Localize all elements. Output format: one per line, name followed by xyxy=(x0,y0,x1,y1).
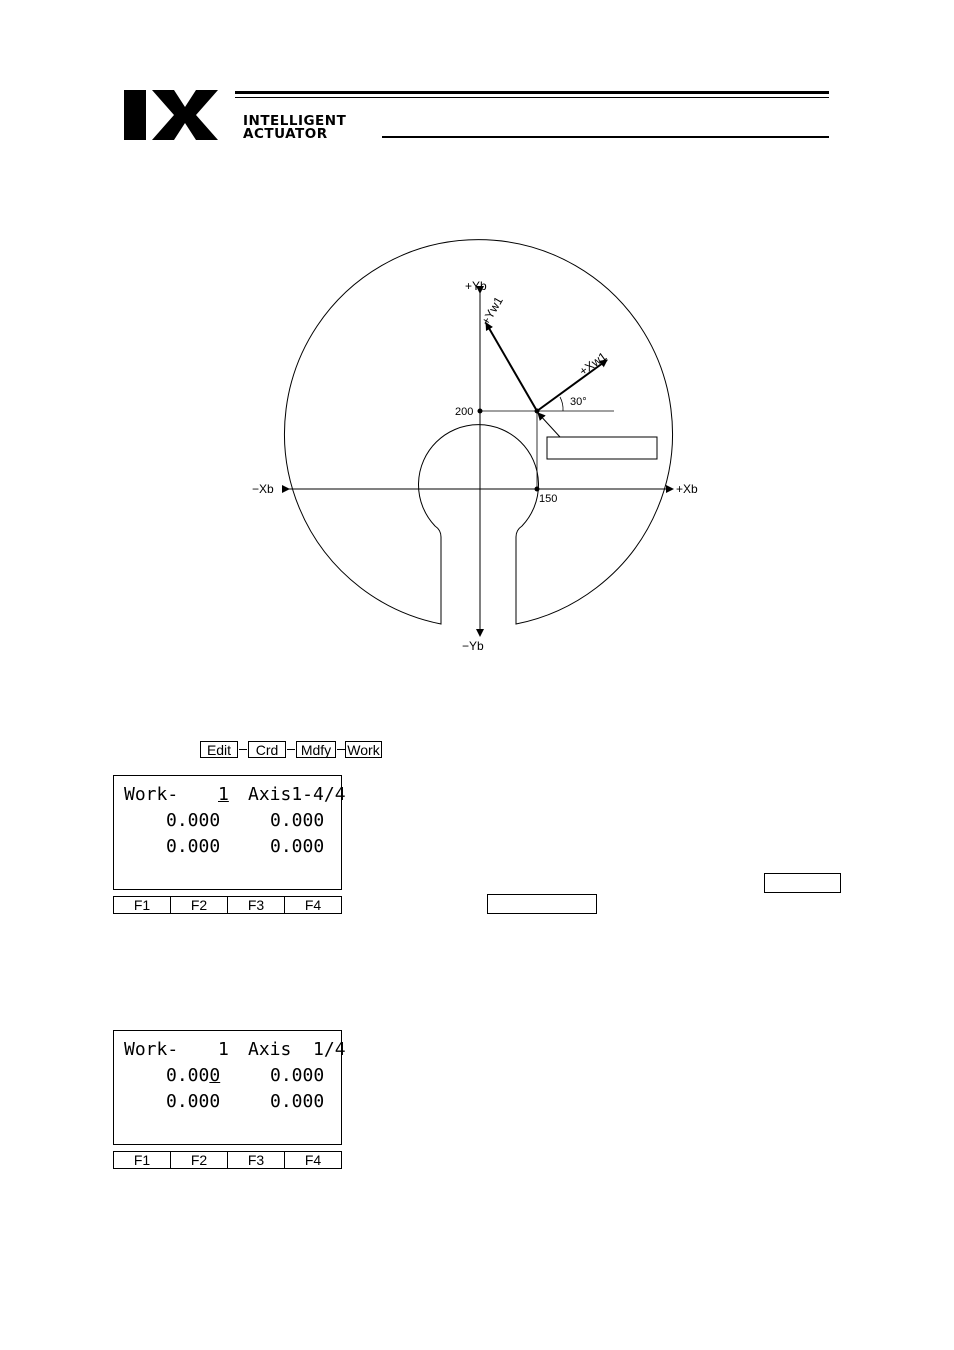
f4-key[interactable]: F4 xyxy=(304,897,322,913)
origin-leader-arrow xyxy=(538,413,560,437)
lcd-value-cell: 0.000 xyxy=(270,1091,325,1112)
lcd-value-cell: 0.000 xyxy=(166,810,221,831)
lcd-title-row xyxy=(124,784,346,805)
lcd-screen-axis-values xyxy=(113,1030,346,1145)
work-number-field[interactable]: 1 xyxy=(218,784,229,805)
function-key-bar xyxy=(113,1151,342,1169)
f2-key[interactable]: F2 xyxy=(171,897,228,913)
yw1-axis xyxy=(486,323,537,411)
f1-key[interactable]: F1 xyxy=(114,897,171,913)
key-connector xyxy=(337,749,345,750)
f4-key[interactable]: F4 xyxy=(304,1152,322,1168)
tick-200-label: 200 xyxy=(455,406,474,418)
work-key[interactable]: Work xyxy=(345,741,382,758)
y200-point xyxy=(478,409,483,414)
value-prefix: 0.00 xyxy=(166,1065,210,1086)
crd-key[interactable]: Crd xyxy=(248,741,286,758)
lcd-value-cell-active[interactable] xyxy=(166,1066,220,1086)
blank-key-box xyxy=(764,873,841,893)
minus-yb-label: −Yb xyxy=(462,639,484,653)
edit-key[interactable]: Edit xyxy=(200,741,238,758)
plus-xw1-label: +Xw1 xyxy=(576,349,610,379)
f2-key[interactable]: F2 xyxy=(171,1152,228,1168)
minus-xb-label: −Xb xyxy=(252,482,274,496)
f3-key[interactable]: F3 xyxy=(228,897,285,913)
cursor-digit[interactable]: 0 xyxy=(209,1065,221,1086)
f1-key[interactable]: F1 xyxy=(114,1152,171,1168)
blank-key-box xyxy=(487,894,597,914)
angle-label: 30° xyxy=(570,396,587,408)
lcd-title-row xyxy=(124,1039,346,1060)
origin-label-box xyxy=(547,437,657,459)
brand-name-line2: ACTUATOR xyxy=(243,126,328,142)
tick-150-label: 150 xyxy=(539,493,558,505)
axis-label: Axis 1/4 xyxy=(248,1039,346,1060)
key-connector xyxy=(239,749,247,750)
mdfy-key[interactable]: Mdfy xyxy=(296,741,336,758)
work-label: Work- xyxy=(124,784,179,805)
plus-yw1-label: +Yw1 xyxy=(478,294,506,328)
work-envelope-outline xyxy=(284,240,672,624)
work-number-value: 1 xyxy=(218,1039,229,1060)
lcd-screen-work-number xyxy=(113,775,346,890)
lcd-value-cell: 0.000 xyxy=(270,836,325,857)
angle-arc xyxy=(560,397,563,411)
brand-name-line1: INTELLIGENT xyxy=(243,113,347,129)
lcd-value-cell: 0.000 xyxy=(270,1065,325,1086)
x150-point xyxy=(535,487,540,492)
key-connector xyxy=(287,749,295,750)
f3-key[interactable]: F3 xyxy=(228,1152,285,1168)
lcd-value-cell: 0.000 xyxy=(166,836,221,857)
axis-range-label: Axis1-4/4 xyxy=(248,784,346,805)
lcd-value-cell: 0.000 xyxy=(270,810,325,831)
function-key-bar xyxy=(113,896,342,914)
lcd-value-cell: 0.000 xyxy=(166,1091,221,1112)
plus-xb-label: +Xb xyxy=(676,482,698,496)
work-label: Work- xyxy=(124,1039,179,1060)
plus-yb-label: +Yb xyxy=(465,279,487,293)
